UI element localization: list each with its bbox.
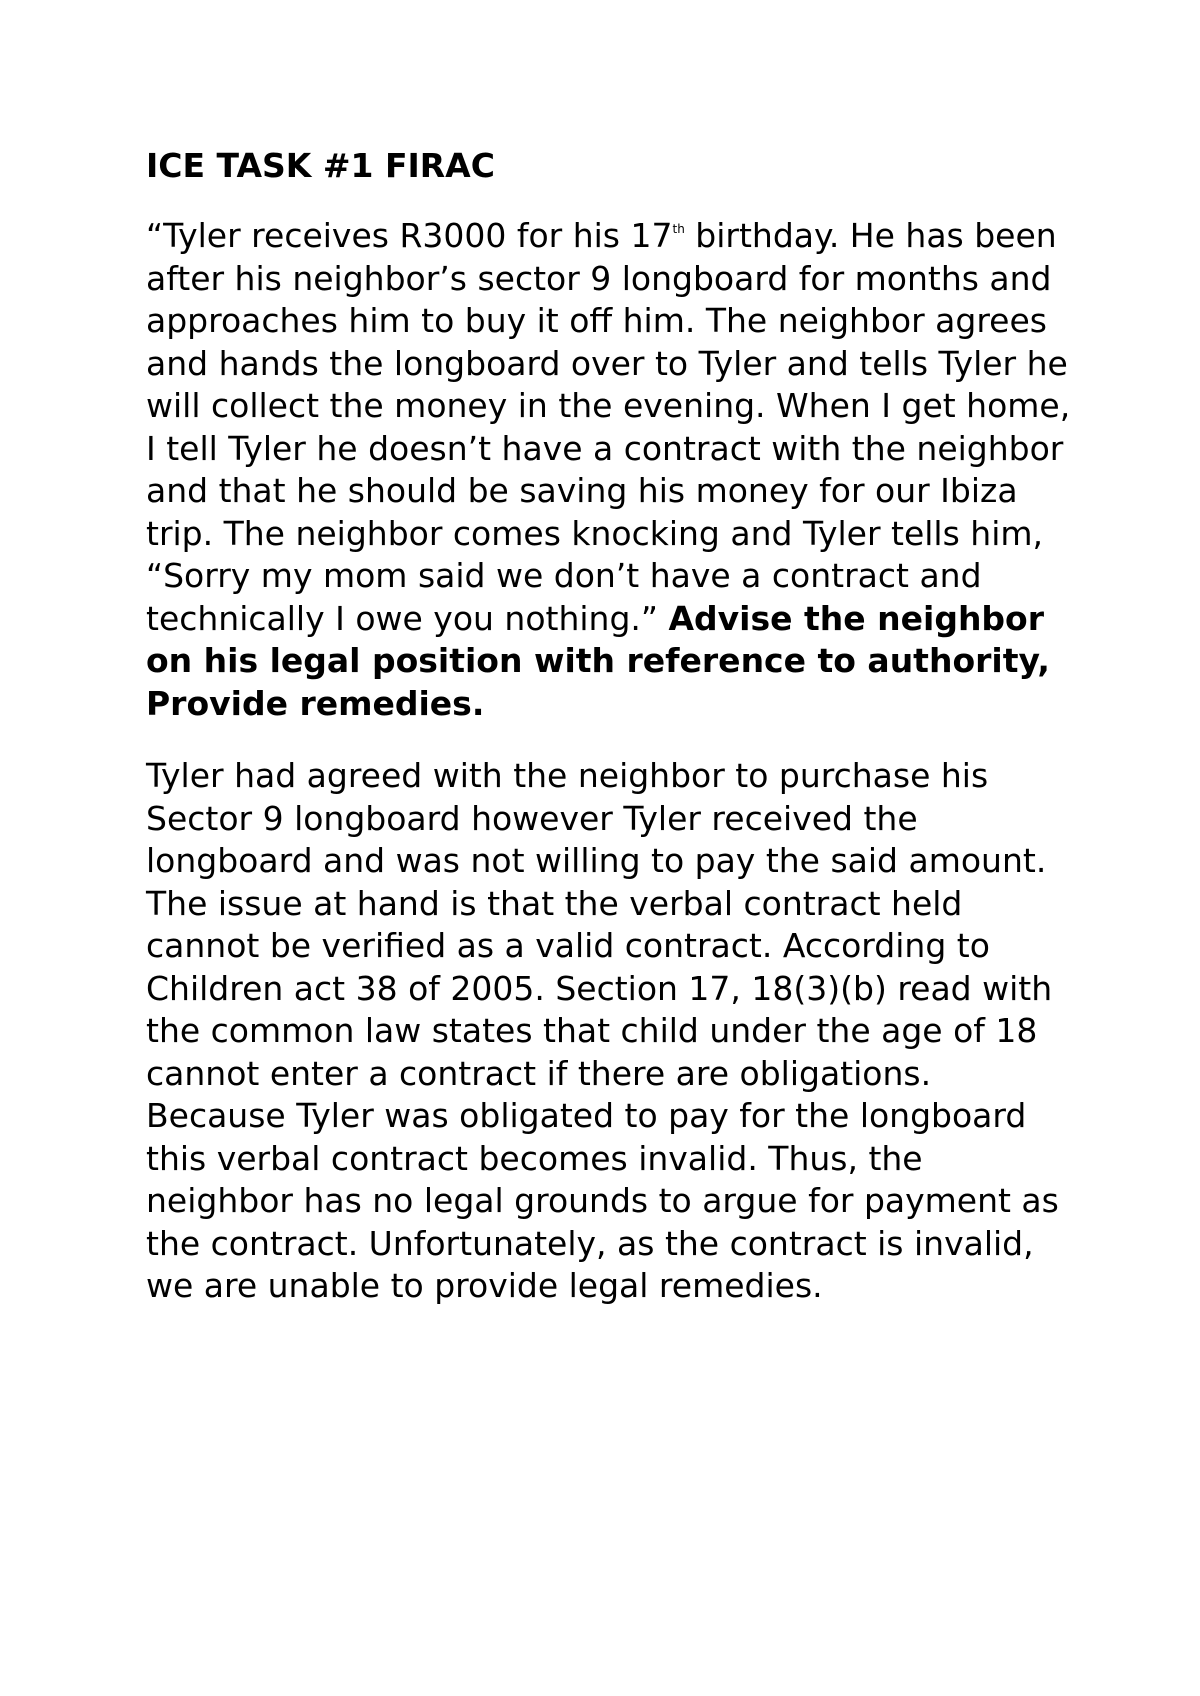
answer-paragraph: Tyler had agreed with the neighbor to purchase his Sector 9 longboard however Tyler received the longboard and was not willing to pay the said amount. The issue at hand is that the verbal contract held cannot be verified as a valid contract. According to Children act 38 of 2005. Section 17, 18(3)(b) read with the common law states that child under the age of 18 cannot enter a contract if there are obligations. Because Tyler was obligated to pay for the longboard this verbal contract becomes invalid. Thus, the neighbor has no legal grounds to argue for payment as the contract. Unfortunately, as the contract is invalid, we are unable to provide legal remedies. (146, 756, 1059, 1305)
question-text-body: birthday. He has been after his neighbor’s sector 9 longboard for months and approaches him to buy it off him. The neighbor agrees and hands the longboard over to Tyler and tells Tyler he will collect the money in the evening. When I get home, I tell Tyler he doesn’t have a contract with the neighbor and that he should be saving his money for our Ibiza trip. The neighbor comes knocking and Tyler tells him, “Sorry my mom said we don’t have a contract and technically I owe you nothing.” (146, 216, 1071, 638)
question-paragraph (146, 215, 1076, 725)
document-body (146, 145, 1076, 1308)
document-title: ICE TASK #1 FIRAC (146, 146, 495, 185)
question-text-start: “Tyler receives R3000 for his 17 (146, 216, 673, 255)
ordinal-suffix: th (672, 222, 685, 236)
question-instruction: Advise the neighbor on his legal position with reference to authority, Provide remedies. (146, 598, 1050, 723)
